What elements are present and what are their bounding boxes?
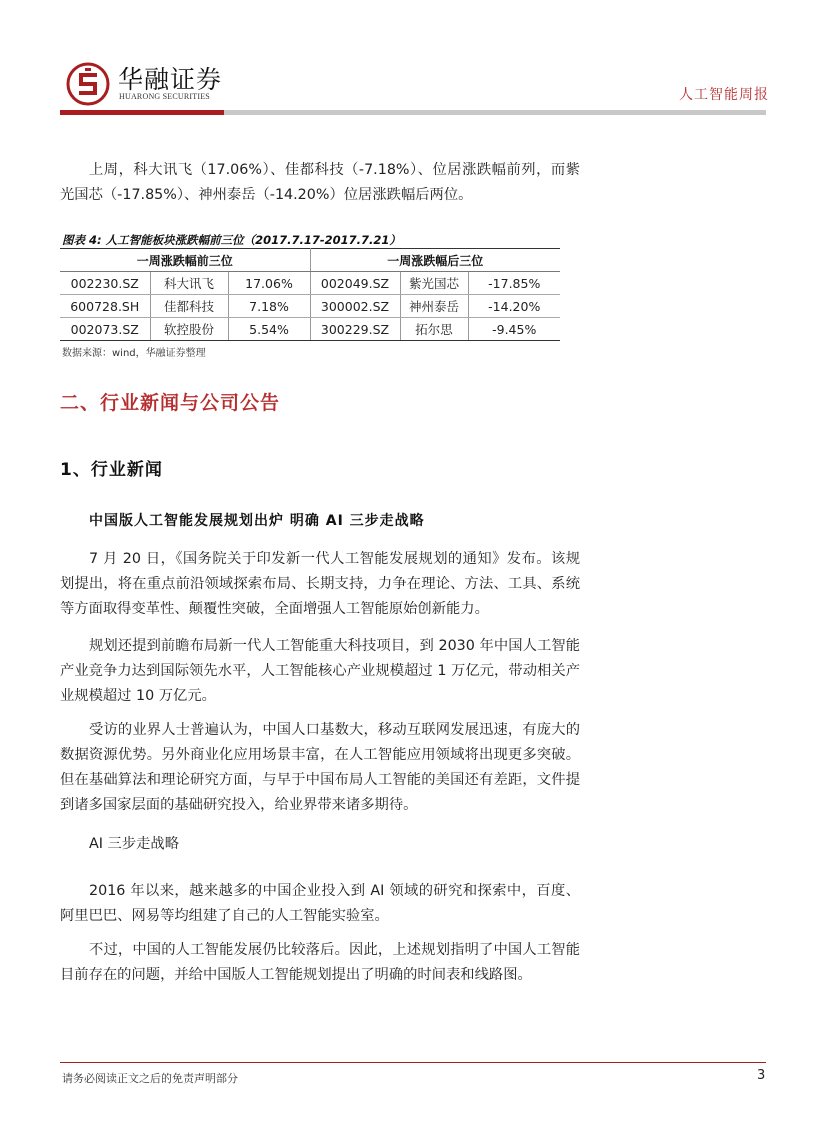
top-code-cell: 600728.SH bbox=[60, 295, 150, 318]
news-paragraph: 2016 年以来，越来越多的中国企业投入到 AI 领域的研究和探索中，百度、阿里巴巴、网易等均组建了自己的人工智能实验室。 bbox=[60, 883, 580, 924]
top-change-cell: 7.18% bbox=[228, 295, 310, 318]
page-number: 3 bbox=[757, 1068, 766, 1083]
strategy-subheading: AI 三步走战略 bbox=[89, 836, 180, 852]
brand-subtitle: HUARONG SECURITIES bbox=[119, 92, 210, 101]
intro-paragraph: 上周，科大讯飞（17.06%）、佳都科技（-7.18%）、位居涨跌幅前列，而紫光国芯（-17.85%）、神州泰岳（-14.20%）位居涨跌幅后两位。 bbox=[60, 162, 580, 203]
bottom-name-cell: 拓尔思 bbox=[400, 318, 468, 341]
table-header-bottom: 一周涨跌幅后三位 bbox=[310, 249, 560, 272]
news-title: 中国版人工智能发展规划出炉 明确 AI 三步走战略 bbox=[89, 513, 425, 529]
huarong-logo-icon bbox=[66, 62, 110, 106]
bottom-code-cell: 300229.SZ bbox=[310, 318, 400, 341]
brand-name: 华融证券 bbox=[118, 65, 223, 94]
bottom-name-cell: 紫光国芯 bbox=[400, 272, 468, 295]
report-type: 人工智能周报 bbox=[679, 87, 769, 103]
news-paragraph: 7 月 20 日，《国务院关于印发新一代人工智能发展规划的通知》发布。该规划提出，将在重点前沿领域探索布局、长期支持，力争在理论、方法、工具、系统等方面取得变革性、颠覆性突破，全面增强人工智能原始创新能力。 bbox=[60, 551, 580, 617]
section-title: 二、行业新闻与公司公告 bbox=[60, 392, 281, 414]
top-name-cell: 佳都科技 bbox=[150, 295, 228, 318]
top-name-cell: 科大讯飞 bbox=[150, 272, 228, 295]
top-code-cell: 002230.SZ bbox=[60, 272, 150, 295]
bottom-change-cell: -17.85% bbox=[468, 272, 560, 295]
bottom-code-cell: 002049.SZ bbox=[310, 272, 400, 295]
footer-disclaimer: 请务必阅读正文之后的免责声明部分 bbox=[62, 1072, 238, 1085]
news-paragraph: 规划还提到前瞻布局新一代人工智能重大科技项目，到 2030 年中国人工智能产业竞争力达到国际领先水平，人工智能核心产业规模超过 1 万亿元，带动相关产业规模超过 10 万亿元。 bbox=[60, 638, 580, 704]
news-paragraph: 受访的业界人士普遍认为，中国人口基数大，移动互联网发展迅速，有庞大的数据资源优势。另外商业化应用场景丰富，在人工智能应用领域将出现更多突破。但在基础算法和理论研究方面，与早于中国布局人工智能的美国还有差距，文件提到诸多国家层面的基础研究投入，给业界带来诸多期待。 bbox=[60, 722, 580, 813]
news-paragraph: 不过，中国的人工智能发展仍比较落后。因此，上述规划指明了中国人工智能目前存在的问题，并给中国版人工智能规划提出了明确的时间表和线路图。 bbox=[60, 942, 580, 983]
top-change-cell: 5.54% bbox=[228, 318, 310, 341]
footer-divider bbox=[60, 1062, 766, 1063]
header-divider bbox=[60, 110, 766, 115]
top-change-cell: 17.06% bbox=[228, 272, 310, 295]
figure-caption: 图表 4: 人工智能板块涨跌幅前三位（2017.7.17-2017.7.21） bbox=[62, 233, 401, 247]
table-row bbox=[60, 295, 560, 318]
table-row bbox=[60, 318, 560, 341]
bottom-code-cell: 300002.SZ bbox=[310, 295, 400, 318]
table-row bbox=[60, 272, 560, 295]
top-code-cell: 002073.SZ bbox=[60, 318, 150, 341]
table-header-top: 一周涨跌幅前三位 bbox=[60, 249, 310, 272]
top-name-cell: 软控股份 bbox=[150, 318, 228, 341]
bottom-name-cell: 神州泰岳 bbox=[400, 295, 468, 318]
data-source-note: 数据来源：wind，华融证券整理 bbox=[62, 348, 206, 359]
bottom-change-cell: -14.20% bbox=[468, 295, 560, 318]
performance-table bbox=[60, 248, 560, 341]
bottom-change-cell: -9.45% bbox=[468, 318, 560, 341]
subsection-title: 1、行业新闻 bbox=[60, 460, 163, 480]
